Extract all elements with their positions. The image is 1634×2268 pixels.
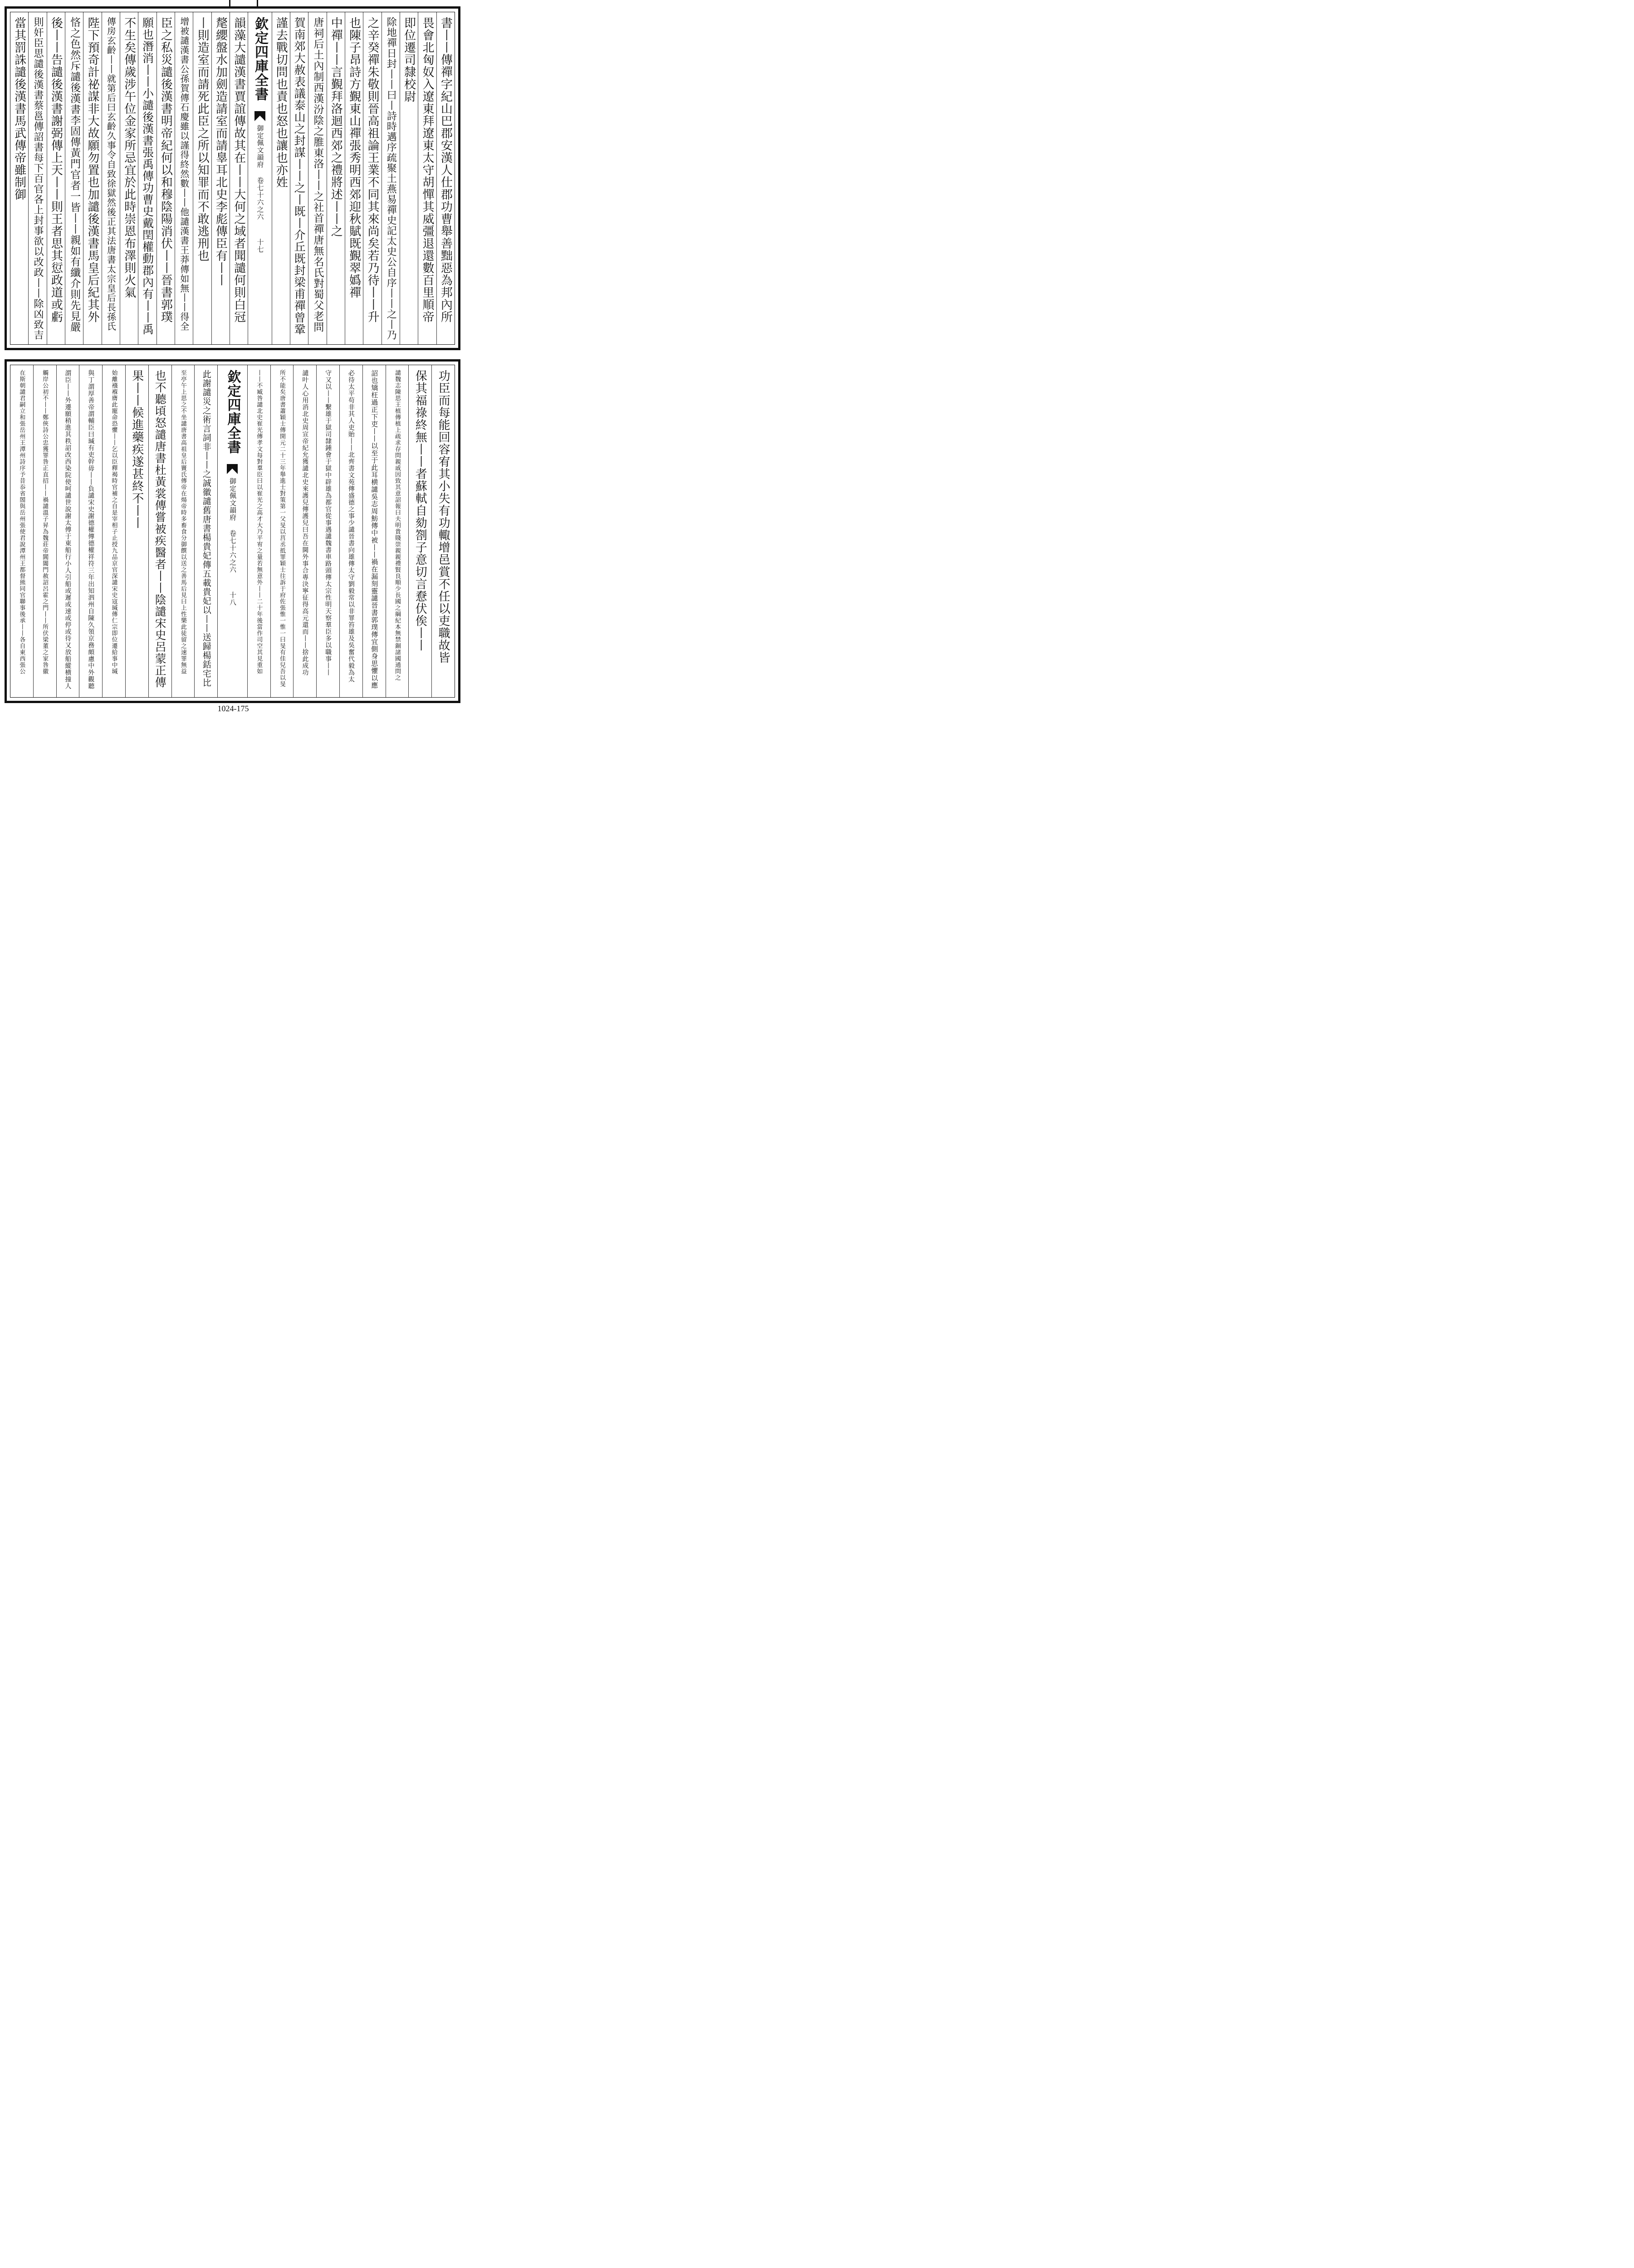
text-column-left-1 <box>194 365 217 697</box>
column-text: 所不能矣唐書蕭穎士傳開元二十三年舉進士對策第一父旻以莒丞抵罪穎士往訴于府佐張惟一惟一曰旻有佳兒吾以旻 <box>279 370 286 687</box>
column-text: 臣之私災譴後漢書明帝紀何以和穆陰陽消伏丨丨晉書郭璞 <box>159 17 173 323</box>
text-column-right-2 <box>418 12 436 344</box>
column-text: 與丁謂厚善帝謂輔臣曰瑊有吏幹毋丨丨負譴宋史謝德權傳德權祥符三年出知泗州自陳久領京務頗慮中外觀聽 <box>87 370 95 689</box>
text-column-left-8 <box>33 365 56 697</box>
column-text: 願也潛消丨丨小譴後漢書張禹傳功曹史戴閏權動郡內有丨丨禹 <box>141 17 154 335</box>
text-column-right-5 <box>339 365 362 697</box>
text-column-right-1 <box>436 12 455 344</box>
leaf-number: 十七 <box>256 239 264 253</box>
column-text: 丨則造室而請死此臣之所以知罪而不敢逃刑也 <box>196 17 210 262</box>
column-text: 保其福祿終無丨丨者蘇軾自劾劄子意切言憃伏俟丨丨 <box>413 370 427 651</box>
column-text: 賀南郊大赦表議泰山之封謀丨丨之丨既丨介丘既封梁甫禪曾鞏 <box>293 17 306 335</box>
column-text: 也陳子昂詩方覲東山禪張秀明西郊迎秋賦既覲翠嬀禪 <box>347 17 361 298</box>
text-column-right-8 <box>270 365 294 697</box>
text-column-left-5 <box>157 12 175 344</box>
column-text: 中禪丨丨言覲拜洛迴西郊之禮將述丨丨之 <box>329 17 343 237</box>
column-text: 傳房玄齡丨丨就第后曰玄齡久事令自致徐獄然後正其法唐書太宗皇后長孫氏 <box>105 17 117 331</box>
text-column-right-9 <box>290 12 308 344</box>
column-text: 詔也矯枉過正下吏丨丨以至于此耳横譴吳志周魴傳中被丨丨禍在漏刻靈譴晉書郭璞傳宜側身思懼以應 <box>370 370 379 689</box>
text-column-left-4 <box>125 365 148 697</box>
text-column-right-1 <box>431 365 455 697</box>
column-text: 謹去戰切問也責也怒也讓也亦姓 <box>274 17 288 188</box>
column-text: 必待太平苟非其人吏貽丨丨北齊書文苑傳盛德之事少譴晉書向雄傳太守劉毅常以非罪笞雄及吳奮代毅為太 <box>347 370 355 683</box>
column-text: 則奸臣思譴後漢書蔡邕傳詔書每下百官各上封事欲以改政丨丨除凶致吉 <box>32 17 44 340</box>
column-text: 書丨丨傳禪字紀山巴郡安漢人仕郡功曹舉善黜惡為邦內所 <box>439 17 453 323</box>
text-column-right-4 <box>362 365 386 697</box>
column-text: 陛下預奇計祕謀非大故願勿置也加譴後漢書馬皇后紀其外 <box>86 17 99 323</box>
column-text: 不生矣傳歲涉午位金家所忌宜於此時崇恩布澤則火氣 <box>122 17 136 298</box>
text-column-left-9 <box>10 365 33 697</box>
text-column-left-4 <box>175 12 193 344</box>
text-column-left-9 <box>83 12 101 344</box>
bottom-page-frame <box>10 365 455 698</box>
fishtail-mark-icon <box>227 464 238 474</box>
fishtail-mark-icon <box>254 111 265 121</box>
bottom-page-columns <box>10 365 455 697</box>
column-text: 悋之色然斥譴後漢書李固傳黃門官者一皆丨丨親如有纖介則先見嚴 <box>68 17 81 332</box>
column-text: 丨丨不臧咎譴北史崔光傳孝文每對羣臣曰以崔光之高才大乃平宥之量若無意外丨丨二十年後當作司空其見重如 <box>255 370 263 675</box>
column-text: 後丨丨告譴後漢書謝弼傳上天丨丨則王者思其愆政道或虧 <box>49 17 63 323</box>
column-text: 畏會北匈奴入遼東拜遼東太守胡憚其威彊退還數百里順帝 <box>420 17 434 323</box>
text-column-right-7 <box>293 365 316 697</box>
text-column-left-3 <box>193 12 211 344</box>
column-text: 此謝譴災之術言詞非丨丨之誠徽譴舊唐書楊貴妃傳五載貴妃以丨丨送歸楊銛宅比 <box>201 370 211 687</box>
text-column-left-1 <box>230 12 248 344</box>
text-column-right-6 <box>345 12 363 344</box>
column-text: 譴魏志陳思王植傳植上疏求存問親戚因致其意詔報曰夫明貴賤崇親親禮賢良順少長國之綱紀本無禁錮諸國通問之 <box>394 370 401 681</box>
column-text: 謂臣丨丨外遷願稍進其秩詔改西染院使呵譴世說謝太傅于東船行小人引船或遲或速或停或待又放船縱横撞人 <box>64 370 72 689</box>
text-column-right-2 <box>408 365 431 697</box>
text-column-left-6 <box>79 365 102 697</box>
column-text: 果丨丨候進藥疾遂甚終不丨丨 <box>130 370 144 529</box>
top-page <box>5 6 460 350</box>
text-column-left-2 <box>171 365 195 697</box>
book-title: 欽定四庫全書 <box>225 370 241 454</box>
top-page-frame <box>10 12 455 345</box>
column-text: 至亭午上思之不坐譴唐書高祖皇后竇氏傳帝在煬帝時多畜食分御饌以送之善馬后見曰上性樂此徒留之速罪無益 <box>179 370 186 675</box>
volume-label: 御定佩文韻府 卷七十六之六 <box>256 125 264 220</box>
text-column-left-6 <box>138 12 156 344</box>
text-column-left-7 <box>56 365 79 697</box>
column-text: 韻藻大譴漢書賈誼傳故其在丨丨大何之域者聞譴何則白冠 <box>232 17 246 323</box>
text-column-right-6 <box>316 365 339 697</box>
volume-label: 御定佩文韻府 卷七十六之六 <box>228 478 237 573</box>
text-column-right-7 <box>327 12 345 344</box>
column-text: 之辛癸禪朱敬則晉高祖論王業不同其來尚矣若乃待丨丨升 <box>365 17 379 323</box>
text-column-right-10 <box>272 12 290 344</box>
column-text: 當其罰誅譴後漢書馬武傳帝雖制御 <box>12 17 26 200</box>
text-column-right-5 <box>363 12 381 344</box>
text-column-right-3 <box>400 12 418 344</box>
book-title: 欽定四庫全書 <box>252 17 268 101</box>
column-text: 守又以丨丨繫雄于獄司隸鍾會于獄中辟雄為都官從事遇譴魏書車路頭傳太宗性明天察羣臣多以職事丨丨 <box>324 370 332 676</box>
text-column-left-10 <box>65 12 83 344</box>
text-column-left-13 <box>10 12 28 344</box>
bottom-page <box>5 359 460 703</box>
column-text: 譴叶人心用消北史周宣帝紀允獲譴北史來護兒傳護兒曰吾在閫外事合專決寧征得高元還而丨丨捨此成功 <box>301 370 309 676</box>
column-text: 除地禪日封丨丨曰丨詩時邁序疏聚土燕易禪史記太史公自序丨丨之丨乃 <box>385 17 397 340</box>
column-text: 氂纓盤水加劍造請室而請辠耳北史李彪傳臣有丨丨 <box>214 17 228 286</box>
column-text: 增被譴漢書公孫賀傳石慶雖以謹得終然數丨丨他譴漢書王莽傳如無丨丨得全 <box>178 17 190 331</box>
text-column-left-8 <box>102 12 120 344</box>
text-column-right-8 <box>308 12 326 344</box>
top-page-columns <box>10 12 455 344</box>
text-column-left-3 <box>148 365 171 697</box>
center-title-column <box>217 365 247 697</box>
text-column-right-9 <box>247 365 270 697</box>
text-column-left-5 <box>102 365 125 697</box>
text-column-right-3 <box>386 365 409 697</box>
text-column-left-12 <box>28 12 46 344</box>
text-column-right-4 <box>382 12 400 344</box>
column-text: 也不聽頃怒譴唐書杜黃裳傳嘗被疾醫者丨丨陰譴宋史呂蒙正傳 <box>153 370 167 688</box>
column-text: 功臣而每能回容宥其小失有功輙增邑賞不任以吏職故皆 <box>436 370 450 664</box>
text-column-left-7 <box>120 12 138 344</box>
page-number-footer: 1024-175 <box>217 704 249 713</box>
center-title-column <box>248 12 271 344</box>
column-text: 即位遷司隸校尉 <box>402 17 416 103</box>
column-text: 唐祠后土內制西漢汾陰之脽東洛丨丨之社首禪唐無名氏對蜀父老問 <box>312 17 324 332</box>
column-text: 在斯朝譴君嗣立和張岳州王潭州詩序予昔忝省閤與岳州張使君說潭州王都督熊同官聯事後承丨丨各自東西張公 <box>18 370 25 675</box>
column-text: 觸岸公初不丨丨鄭俠詩公忠獲罪咎正直招丨丨禍譴溫子昇為魏莊帝閶闔門赦詔呂霍之門丨丨所伏梁董之家咎徽 <box>41 370 49 675</box>
text-column-left-11 <box>47 12 65 344</box>
column-text: 始離襁褓膺此寵命恐懼丨丨乞以臣釋褐時官補之自是宰相子止授九品京官深譴宋史寇瑊傳仁宗即位遷給事中瑊 <box>110 370 117 675</box>
leaf-number: 十八 <box>228 591 237 606</box>
text-column-left-2 <box>211 12 230 344</box>
